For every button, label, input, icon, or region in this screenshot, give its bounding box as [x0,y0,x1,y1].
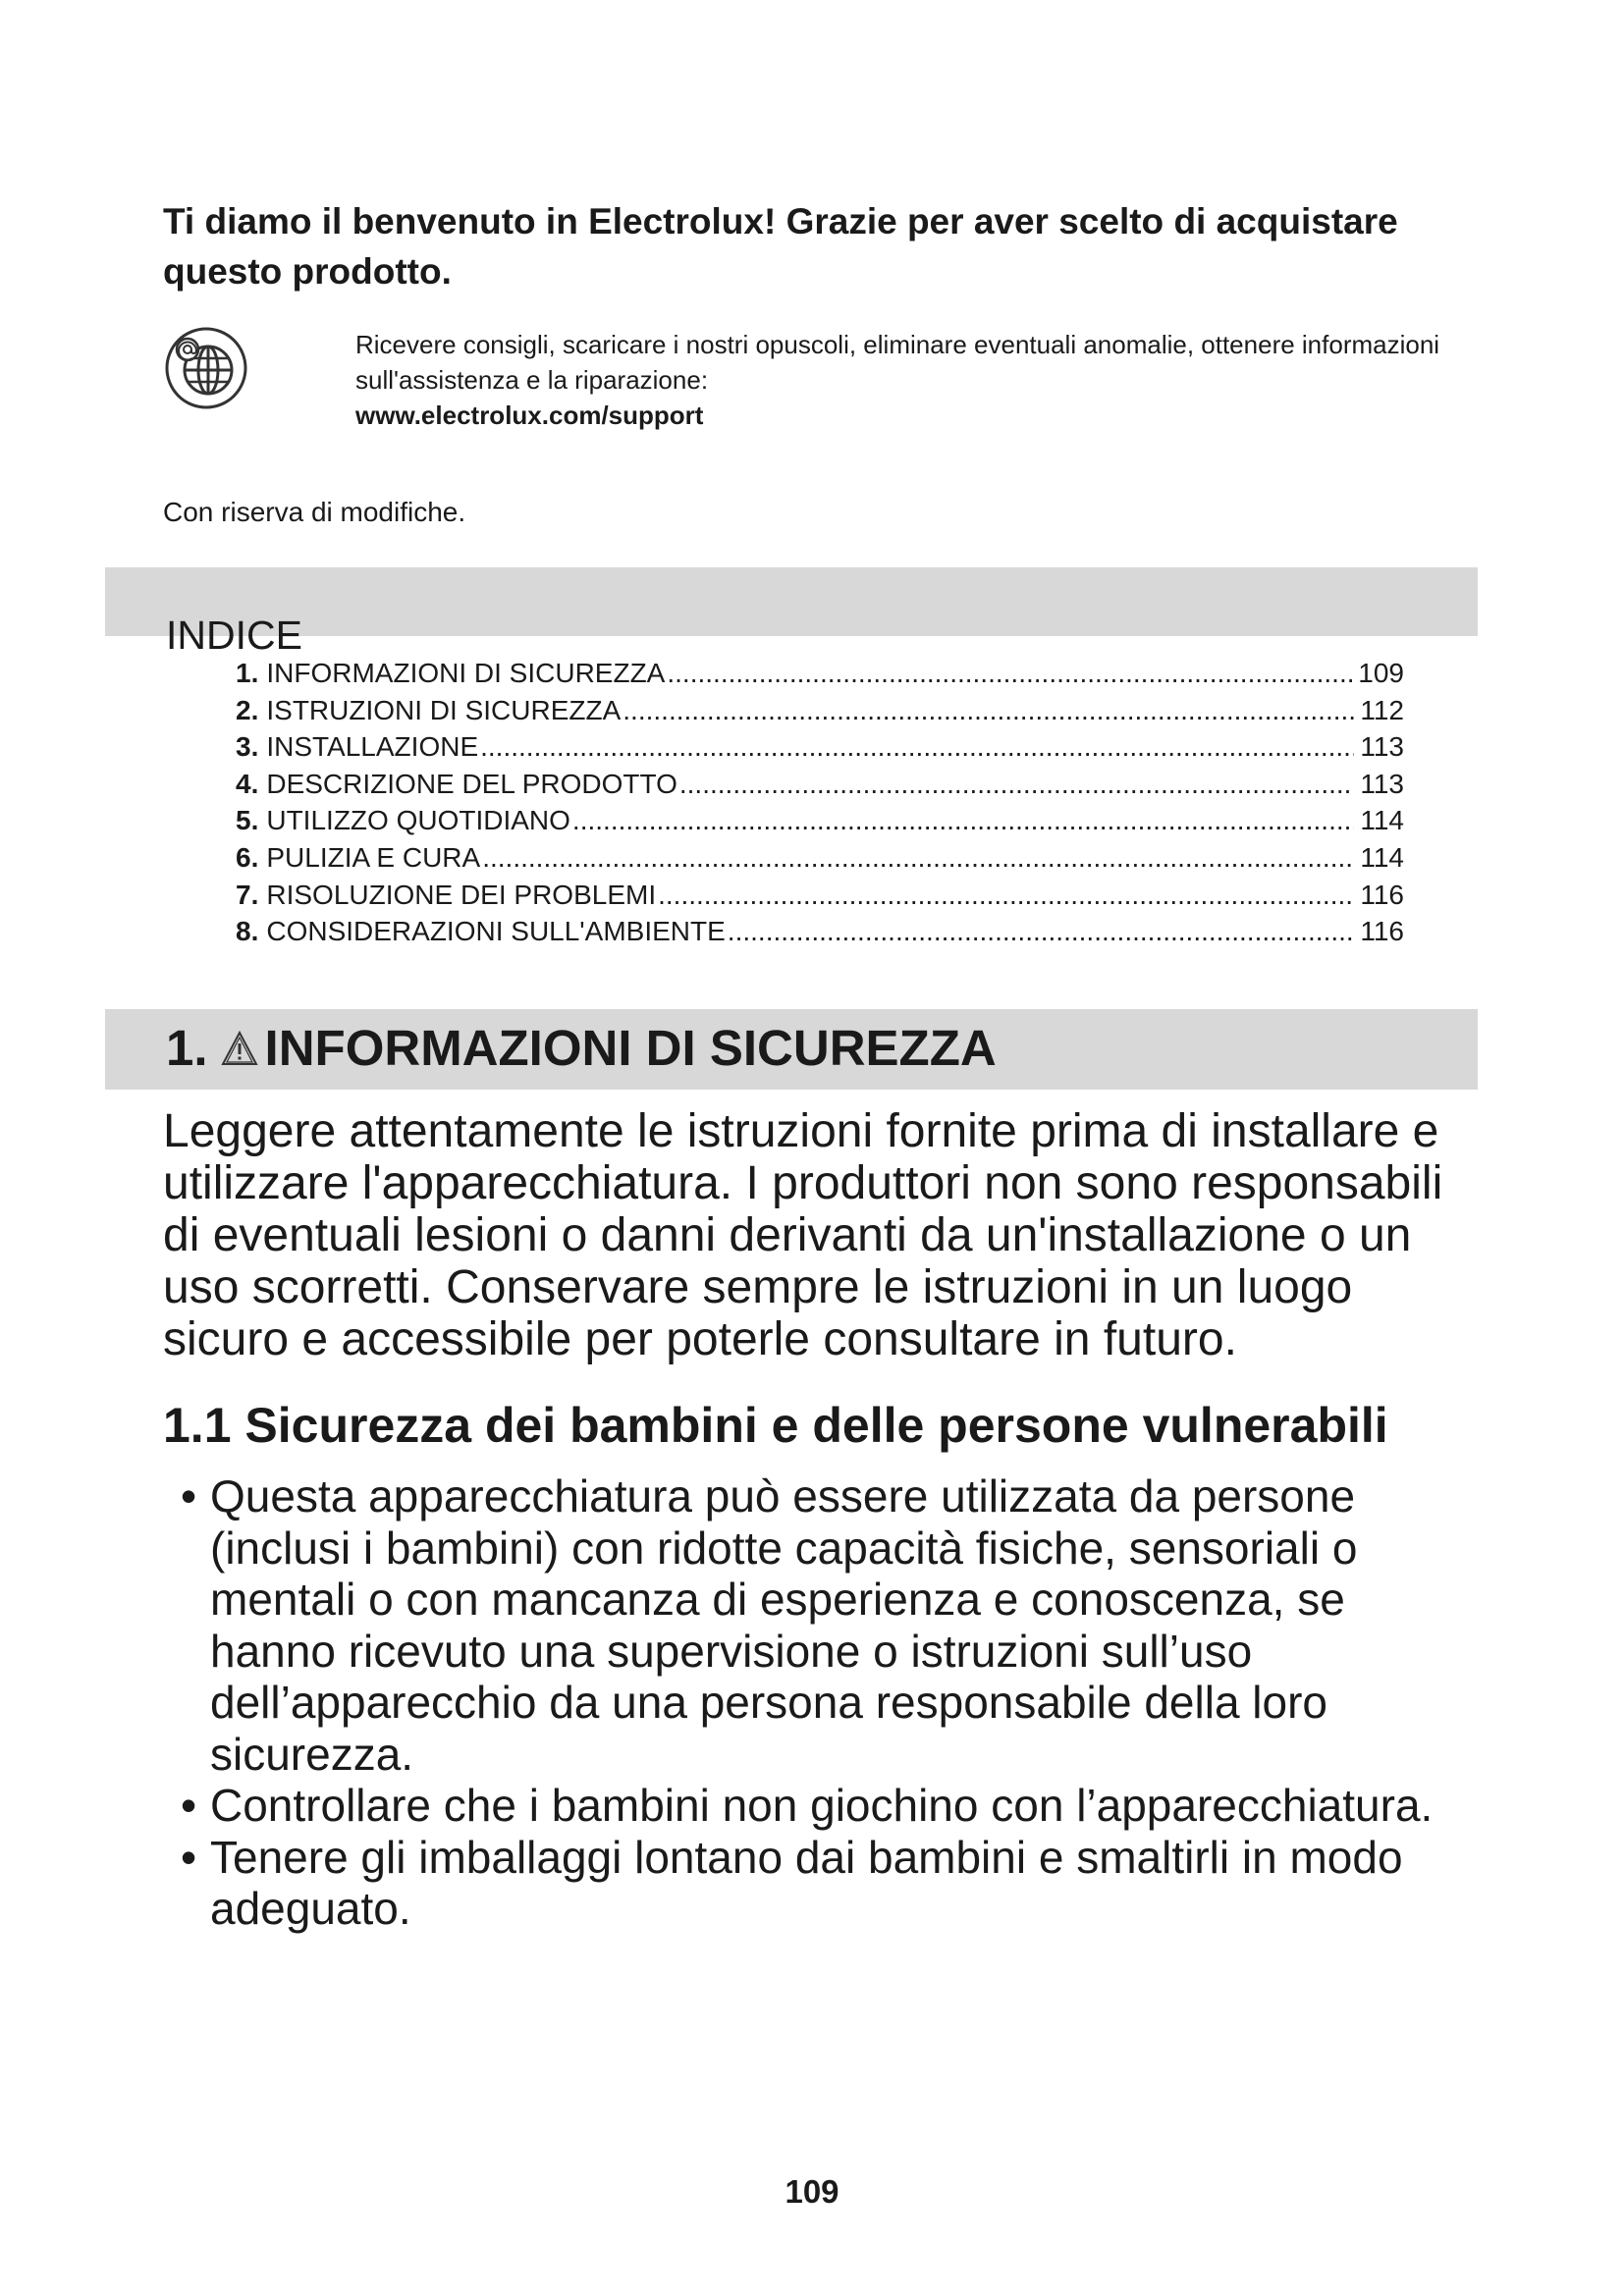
toc-dot-leader [482,839,1354,877]
toc-item-label: RISOLUZIONE DEI PROBLEMI [266,879,657,910]
toc-item[interactable] [236,877,1404,914]
section-number: 1. [166,1020,208,1076]
toc-dot-leader [658,877,1354,914]
toc-dot-leader [480,728,1354,766]
toc-item-number: 2. [236,694,259,725]
toc-item[interactable] [236,728,1404,766]
toc-item-number: 4. [236,768,259,799]
index-header-bar [105,567,1478,659]
toc-item-number: 3. [236,731,259,763]
table-of-contents [236,655,1404,950]
support-description: Ricevere consigli, scaricare i nostri opuscoli, eliminare eventuali anomalie, ottenere informazioni sull'assistenza e la riparazione: [355,330,1440,395]
toc-item-page: 112 [1360,694,1404,725]
toc-dot-leader [572,802,1354,839]
section-header-bar [105,1009,1478,1090]
toc-item-number: 5. [236,805,259,836]
toc-item-label: DESCRIZIONE DEL PRODOTTO [266,768,677,799]
toc-dot-leader [728,913,1355,950]
toc-item-label: PULIZIA E CURA [266,841,481,873]
toc-item[interactable] [236,913,1404,950]
toc-item-number: 1. [236,658,259,688]
toc-item[interactable] [236,766,1404,803]
list-item: • Questa apparecchiatura può essere utilizzata da persone (inclusi i bambini) con ridotte capacità fisiche, sensoriali o mentali o con mancanza di esperienza e conoscenza, se hanno ricevuto una supervisione o istruzioni sull’uso dell’apparecchio da una persona responsabile della loro sicurezza. [163,1470,1479,1780]
support-link[interactable]: www.electrolux.com/support [355,400,704,430]
toc-item-label: UTILIZZO QUOTIDIANO [266,805,570,836]
welcome-heading: Ti diamo il benvenuto in Electrolux! Grazie per aver scelto di acquistare questo prodotto. [163,201,1398,292]
toc-item-label: INSTALLAZIONE [266,731,479,763]
toc-item-page: 114 [1360,841,1404,873]
toc-dot-leader [623,692,1354,729]
toc-item-number: 8. [236,916,259,947]
reserve-note: Con riserva di modifiche. [163,497,466,527]
toc-item-page: 109 [1358,658,1404,688]
warning-triangle-icon [220,1030,259,1067]
list-item: • Controllare che i bambini non giochino con l’apparecchiatura. [163,1780,1479,1832]
section-title [166,1019,997,1077]
list-item: • Tenere gli imballaggi lontano dai bambini e smaltirli in modo adeguato. [163,1832,1479,1935]
section-title-text: INFORMAZIONI DI SICUREZZA [264,1020,997,1076]
toc-item[interactable] [236,839,1404,877]
toc-item-number: 6. [236,841,259,873]
toc-dot-leader [667,655,1352,692]
toc-item-number: 7. [236,879,259,910]
support-info [355,327,1485,433]
globe-web-icon [163,325,249,411]
index-title: INDICE [166,613,302,659]
toc-item-page: 113 [1360,768,1404,799]
toc-item-label: INFORMAZIONI DI SICUREZZA [266,658,666,688]
toc-item-label: CONSIDERAZIONI SULL'AMBIENTE [266,916,726,947]
page-number: 109 [785,2173,839,2210]
toc-item-label: ISTRUZIONI DI SICUREZZA [266,694,622,725]
subsection-heading: 1.1 Sicurezza dei bambini e delle persone vulnerabili [163,1398,1388,1453]
toc-item-page: 114 [1360,805,1404,836]
toc-item[interactable] [236,802,1404,839]
toc-item-page: 113 [1360,731,1404,763]
safety-bullet-list [163,1470,1479,1935]
toc-item-page: 116 [1360,916,1404,947]
toc-item[interactable] [236,655,1404,692]
toc-dot-leader [679,766,1355,803]
toc-item-page: 116 [1360,879,1404,910]
toc-item[interactable] [236,692,1404,729]
intro-paragraph: Leggere attentamente le istruzioni fornite prima di installare e utilizzare l'apparecchiatura. I produttori non sono responsabili di eventuali lesioni o danni derivanti da un'installazione o un uso scorretti. Conservare sempre le istruzioni in un luogo sicuro e accessibile per poterle consultare in futuro. [163,1105,1443,1365]
